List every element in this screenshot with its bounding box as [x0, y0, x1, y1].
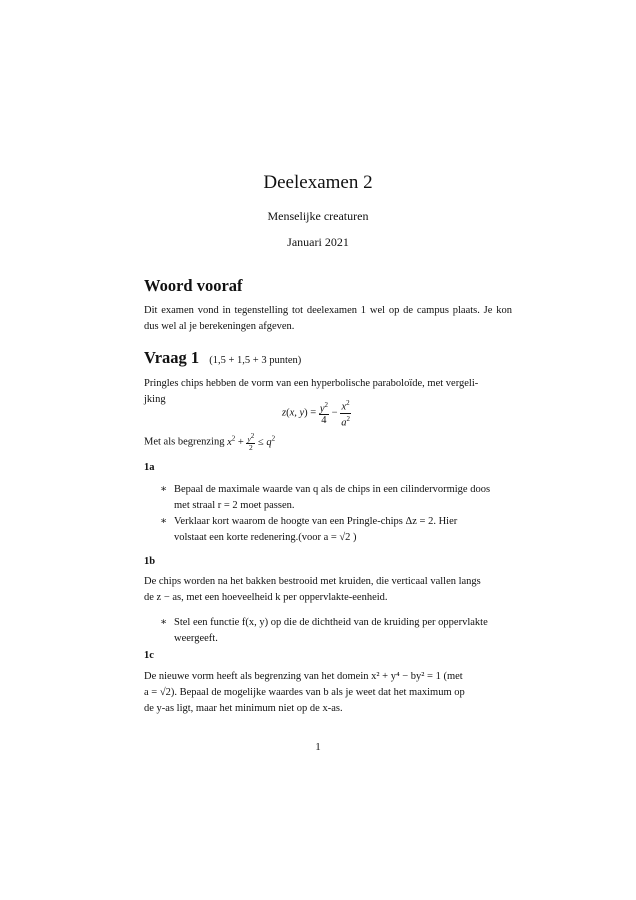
- question-1-points: (1,5 + 1,5 + 3 punten): [209, 355, 302, 366]
- bound-inequality: $x^2$ + $\frac{y^2}{2}$ ≤ $q^2$: [227, 431, 276, 453]
- bullet-text: met straal r = 2 moet passen.: [174, 500, 295, 511]
- part-1b-text-line-1: De chips worden na het bakken bestrooid met kruiden, die verticaal vallen langs: [144, 576, 481, 587]
- bullet-text: volstaat een korte redenering.(voor a = √2 ): [174, 532, 357, 543]
- document-subtitle: Menselijke creaturen: [267, 209, 369, 223]
- page-number: 1: [315, 741, 321, 753]
- part-1c-text-line-2: a = √2). Bepaal de mogelijke waardes van b als je weet dat het maximum op: [144, 687, 465, 698]
- bullet-text: weergeeft.: [174, 633, 218, 644]
- part-1c-label: 1c: [144, 650, 154, 661]
- bound-prefix: Met als begrenzing: [144, 436, 225, 448]
- bound-line: [144, 430, 512, 452]
- document-title: Deelexamen 2: [263, 172, 373, 193]
- equation-hyperbolic-paraboloid: z(x, y) = $\frac{y^2}{4}$ − $\frac{x^2}{a^2}$: [282, 399, 350, 428]
- bullet-text: Stel een functie f(x, y) op die de dichtheid van de kruiding per oppervlakte: [174, 617, 488, 628]
- bullet-text: Verklaar kort waarom de hoogte van een Pringle-chips Δz = 2. Hier: [174, 516, 458, 527]
- intro-text: Dit examen vond in tegenstelling tot deelexamen 1 wel op de campus plaats. Je kon dus wel al je berekeningen afgeven.: [144, 305, 512, 332]
- question-1-intro-line-2: jking: [144, 394, 166, 405]
- part-1b-text-line-2: de z − as, met een hoeveelheid k per oppervlakte-eenheid.: [144, 592, 388, 603]
- bullet-star-icon: ∗: [160, 516, 168, 527]
- question-1-intro-line-1: Pringles chips hebben de vorm van een hyperbolische paraboloïde, met vergeli-: [144, 378, 479, 389]
- part-1b-label: 1b: [144, 556, 156, 567]
- part-1a-label: 1a: [144, 462, 155, 473]
- bullet-star-icon: ∗: [160, 617, 168, 628]
- part-1c-text-line-3: de y-as ligt, maar het minimum niet op de x-as.: [144, 703, 343, 714]
- part-1a-bullet-1: [160, 482, 512, 514]
- bullet-text: Bepaal de maximale waarde van q als de chips in een cilindervormige doos: [174, 484, 491, 495]
- document-date: Januari 2021: [287, 235, 349, 249]
- question-1-title: Vraag 1: [144, 348, 200, 367]
- part-1c-text-line-1: De nieuwe vorm heeft als begrenzing van het domein x² + y⁴ − by² = 1 (met: [144, 671, 463, 682]
- intro-heading: Woord vooraf: [144, 276, 243, 295]
- part-1b-bullet: [160, 615, 512, 647]
- bullet-star-icon: ∗: [160, 484, 168, 495]
- question-1-heading: [144, 348, 301, 368]
- part-1a-bullet-2: [160, 514, 512, 546]
